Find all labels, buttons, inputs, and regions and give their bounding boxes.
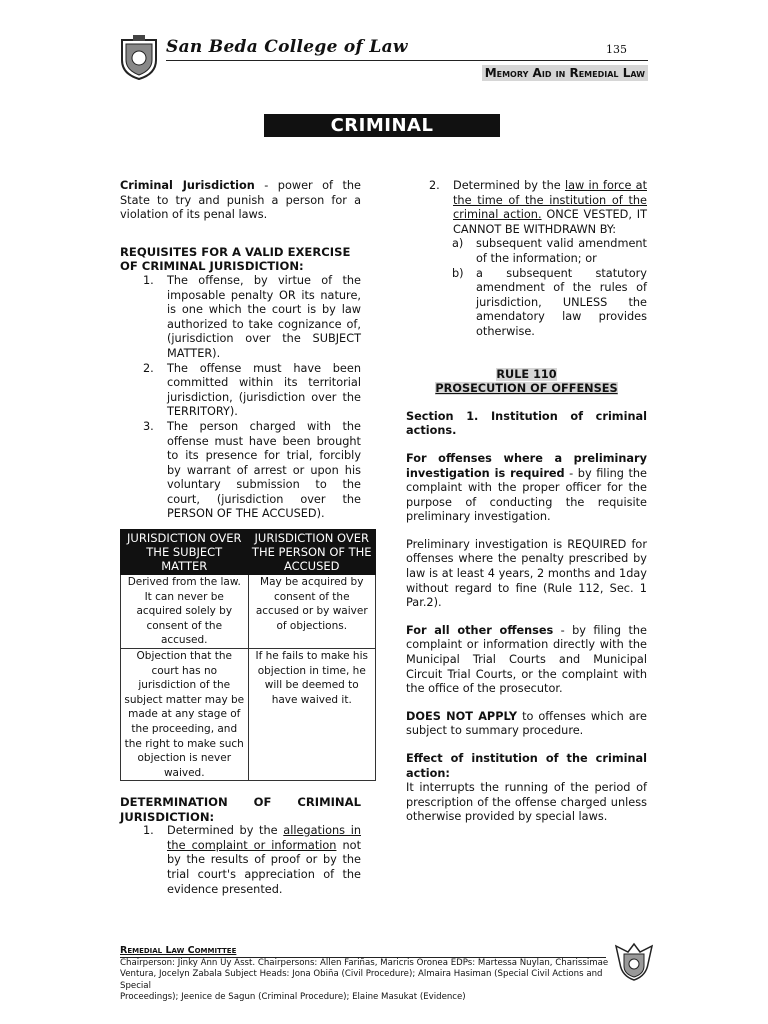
bold-text: DOES NOT APPLY [406, 709, 518, 723]
prelim-paragraph [406, 452, 647, 525]
other-offenses-paragraph [406, 624, 647, 697]
college-seal-icon [614, 942, 654, 982]
footer-rule [120, 957, 606, 958]
list-text: ONCE VESTED, IT CANNOT BE WITHDRAWN BY: [453, 208, 647, 236]
right-column [406, 179, 647, 825]
table-row [121, 648, 376, 780]
table-cell: Objection that the court has no jurisdiction of the subject matter may be made at any stage of the proceeding, and the right to make such objection is never waived. [121, 648, 249, 780]
footer-line: Ventura, Jocelyn Zabala Subject Heads: Jona Obiña (Civil Procedure); Almaira Hasiman (Special Civil Actions and Special [120, 969, 603, 991]
list-text: The offense must have been committed within its territorial jurisdiction, (jurisdiction over the TERRITORY). [167, 361, 361, 419]
body-text: to offenses which are subject to summary procedure. [406, 709, 647, 738]
rule-title: RULE 110 [496, 367, 557, 381]
bold-text: For all other offenses [406, 623, 554, 637]
underlined-text: allegations in the complaint or information [167, 824, 361, 852]
sub-text: a subsequent statutory amendment of the rules of jurisdiction, UNLESS the amendatory law provides otherwise. [476, 266, 647, 338]
table-header-row [121, 530, 376, 575]
definition-text: - power of the State to try and punish a person for a violation of its penal laws. [120, 179, 361, 222]
sub-number: a) [452, 237, 464, 251]
sub-number: b) [452, 266, 464, 280]
underlined-text: law in force at the time of the institution of the criminal action. [453, 179, 647, 222]
prelim-required-paragraph: Preliminary investigation is REQUIRED for offenses where the penalty prescribed by law is at least 4 years, 2 months and 1day without regard to fine (Rule 112, Sec. 1 Par.2). [406, 537, 647, 610]
definition-term: Criminal Jurisdiction [120, 179, 255, 192]
list-number: 1. [143, 273, 154, 287]
footer-line: Chairperson: Jinky Ann Uy Asst. Chairpersons: Allen Fariñas, Maricris Oronea EDPs: Martessa Nuylan, Charissimae [120, 958, 609, 969]
table-header: JURISDICTION OVER THE PERSON OF THE ACCUSED [248, 530, 376, 575]
list-item [120, 420, 361, 522]
list-item [120, 274, 361, 362]
requisites-list [120, 274, 361, 522]
list-text: Determined by the [167, 824, 284, 838]
list-item [120, 362, 361, 420]
list-number: 2. [143, 361, 154, 375]
definition-paragraph [120, 179, 361, 223]
header-subtitle: Memory Aid in Remedial Law [482, 65, 648, 81]
sub-item [406, 267, 647, 340]
list-number: 3. [143, 419, 154, 433]
table-row [121, 575, 376, 649]
determination-heading: DETERMINATION OF CRIMINAL JURISDICTION: [120, 795, 361, 824]
jurisdiction-table [120, 529, 376, 781]
table-cell: May be acquired by consent of the accused or by waiver of objections. [248, 575, 376, 649]
does-not-apply-paragraph [406, 710, 647, 739]
body-text: - by filing the complaint with the proper officer for the purpose of conducting the requisite preliminary investigation. [406, 466, 647, 524]
header-rule [166, 60, 648, 61]
section-heading: Section 1. Institution of criminal actions. [406, 409, 647, 438]
college-name: San Beda College of Law [166, 37, 408, 57]
requisites-heading: REQUISITES FOR A VALID EXERCISE OF CRIMINAL JURISDICTION: [120, 244, 351, 274]
sub-text: subsequent valid amendment of the information; or [476, 237, 647, 265]
rule-subtitle: PROSECUTION OF OFFENSES [435, 382, 618, 396]
page-number: 135 [606, 43, 627, 56]
list-text: The offense, by virtue of the imposable penalty OR its nature, is one which the court is by law authorized to take cognizance of, (jurisdiction over the SUBJECT MATTER). [167, 273, 361, 360]
table-header: JURISDICTION OVER THE SUBJECT MATTER [121, 530, 249, 575]
table-cell: Derived from the law. It can never be acquired solely by consent of the accused. [121, 575, 249, 649]
list-text: The person charged with the offense must have been brought to its presence for trial, forcibly by warrant of arrest or upon his voluntary submission to the court, (jurisdiction over the PERSON OF THE ACCUSED). [167, 419, 361, 521]
left-column [120, 179, 361, 522]
footer [120, 945, 610, 1003]
effect-heading: Effect of institution of the criminal action: [406, 752, 647, 780]
footer-line: Proceedings); Jeenice de Sagun (Criminal Procedure); Elaine Masukat (Evidence) [120, 991, 466, 1002]
list-text: not by the results of proof or by the trial court's appreciation of the evidence presented. [167, 838, 361, 896]
list-number: 2. [429, 179, 440, 192]
page-title: CRIMINAL PROCEDURE [264, 114, 500, 137]
body-text: - by filing the complaint or information directly with the Municipal Trial Courts and Municipal Circuit Trial Courts, or the complaint with the office of the prosecutor. [406, 623, 648, 696]
list-number: 1. [143, 824, 154, 838]
list-item [120, 824, 361, 897]
effect-text: It interrupts the running of the period of prescription of the offense charged unless otherwise provided by special laws. [406, 781, 647, 824]
determination-section [120, 795, 361, 897]
table-cell: If he fails to make his objection in time, he will be deemed to have waived it. [248, 648, 376, 780]
bold-text: For offenses where a preliminary investigation is required [406, 451, 647, 480]
jurisdiction-table-wrap [120, 529, 376, 781]
sub-item [406, 237, 647, 266]
rule-title-block [406, 368, 647, 397]
college-seal-icon [118, 34, 160, 80]
list-text: Determined by the [453, 179, 565, 192]
list-item [406, 179, 647, 237]
footer-heading: Remedial Law Committee [120, 945, 237, 956]
